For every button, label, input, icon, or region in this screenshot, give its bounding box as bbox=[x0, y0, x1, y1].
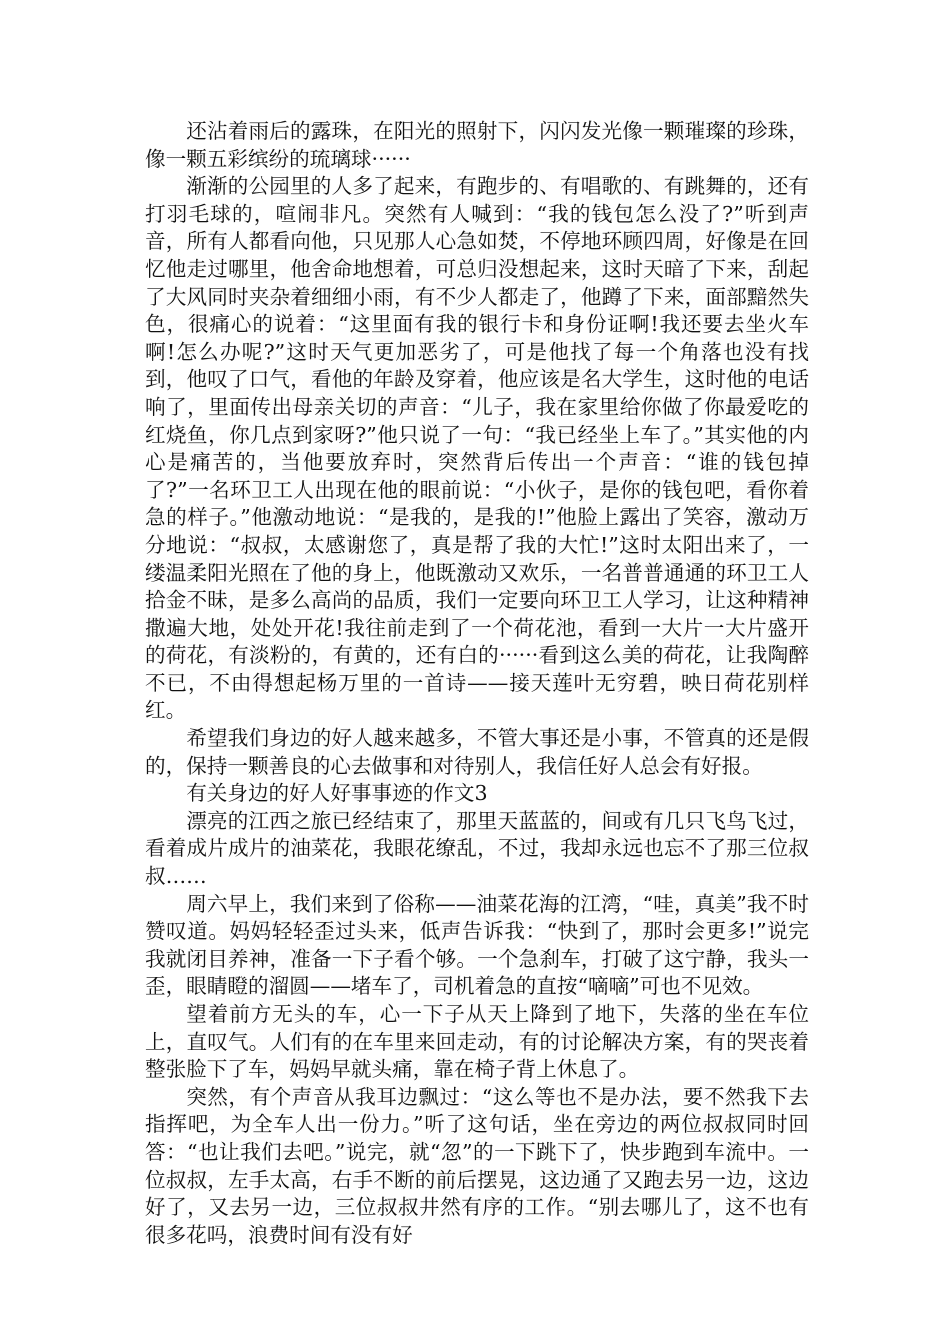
paragraph-6: 望着前方无头的车，心一下子从天上降到了地下，失落的坐在车位上，直叹气。人们有的在车里来回走动，有的讨论解决方案，有的哭丧着整张脸下了车，妈妈早就头痛，靠在椅子背上休息了。 bbox=[145, 1002, 809, 1082]
paragraph-7: 突然，有个声音从我耳边飘过：“这么等也不是办法，要不然我下去指挥吧，为全车人出一份力。”听了这句话，坐在旁边的两位叔叔同时回答：“也让我们去吧。”说完，就“忽”的一下跳下了，快步跑到车流中。一位叔叔，左手太高，右手不断的前后摆晃，这边通了又跑去另一边，这边好了，又去另一边，三位叔叔井然有序的工作。“别去哪儿了，这不也有很多花吗，浪费时间有没有好 bbox=[145, 1084, 809, 1247]
paragraph-5: 周六早上，我们来到了俗称——油菜花海的江湾，“哇，真美”我不时赞叹道。妈妈轻轻歪过头来，低声告诉我：“快到了，那时会更多!”说完我就闭目养神，准备一下子看个够。一个急刹车，打破了这宁静，我头一歪，眼睛瞪的溜圆——堵车了，司机着急的直按“嘀嘀”可也不见效。 bbox=[145, 891, 809, 999]
paragraph-3: 希望我们身边的好人越来越多，不管大事还是小事，不管真的还是假的，保持一颗善良的心去做事和对待别人，我信任好人总会有好报。 bbox=[145, 726, 809, 778]
paragraph-4: 漂亮的江西之旅已经结束了，那里天蓝蓝的，间或有几只飞鸟飞过，看着成片成片的油菜花，我眼花缭乱，不过，我却永远也忘不了那三位叔叔…… bbox=[145, 808, 809, 889]
document-page bbox=[145, 118, 809, 1249]
paragraph-2: 渐渐的公园里的人多了起来，有跑步的、有唱歌的、有跳舞的，还有打羽毛球的，喧闹非凡。突然有人喊到：“我的钱包怎么没了?”听到声音，所有人都看向他，只见那人心急如焚，不停地环顾四周，好像是在回忆他走过哪里，他舍命地想着，可总归没想起来，这时天暗了下来，刮起了大风同时夹杂着细细小雨，有不少人都走了，他蹲了下来，面部黯然失色，很痛心的说着：“这里面有我的银行卡和身份证啊!我还要去坐火车啊!怎么办呢?”这时天气更加恶劣了，可是他找了每一个角落也没有找到，他叹了口气，看他的年龄及穿着，他应该是名大学生，这时他的电话响了，里面传出母亲关切的声音：“儿子，我在家里给你做了你最爱吃的红烧鱼，你几点到家呀?”他只说了一句：“我已经坐上车了。”其实他的内心是痛苦的，当他要放弃时，突然背后传出一个声音：“谁的钱包掉了?”一名环卫工人出现在他的眼前说：“小伙子，是你的钱包吧，看你着急的样子。”他激动地说：“是我的，是我的!”他脸上露出了笑容，激动万分地说：“叔叔，太感谢您了，真是帮了我的大忙!”这时太阳出来了，一缕温柔阳光照在了他的身上，他既激动又欢乐，一名普普通通的环卫工人拾金不昧，是多么高尚的品质，我们一定要向环卫工人学习，让这种精神撒遍大地，处处开花!我往前走到了一个荷花池，看到一大片一大片盛开的荷花，有淡粉的，有黄的，还有白的······看到这么美的荷花，让我陶醉不已，不由得想起杨万里的一首诗——接天莲叶无穷碧，映日荷花别样红。 bbox=[145, 174, 809, 723]
section-heading: 有关身边的好人好事事迹的作文3 bbox=[186, 781, 488, 806]
paragraph-1: 还沾着雨后的露珠，在阳光的照射下，闪闪发光像一颗璀璨的珍珠，像一颗五彩缤纷的琉璃球······ bbox=[145, 119, 809, 171]
